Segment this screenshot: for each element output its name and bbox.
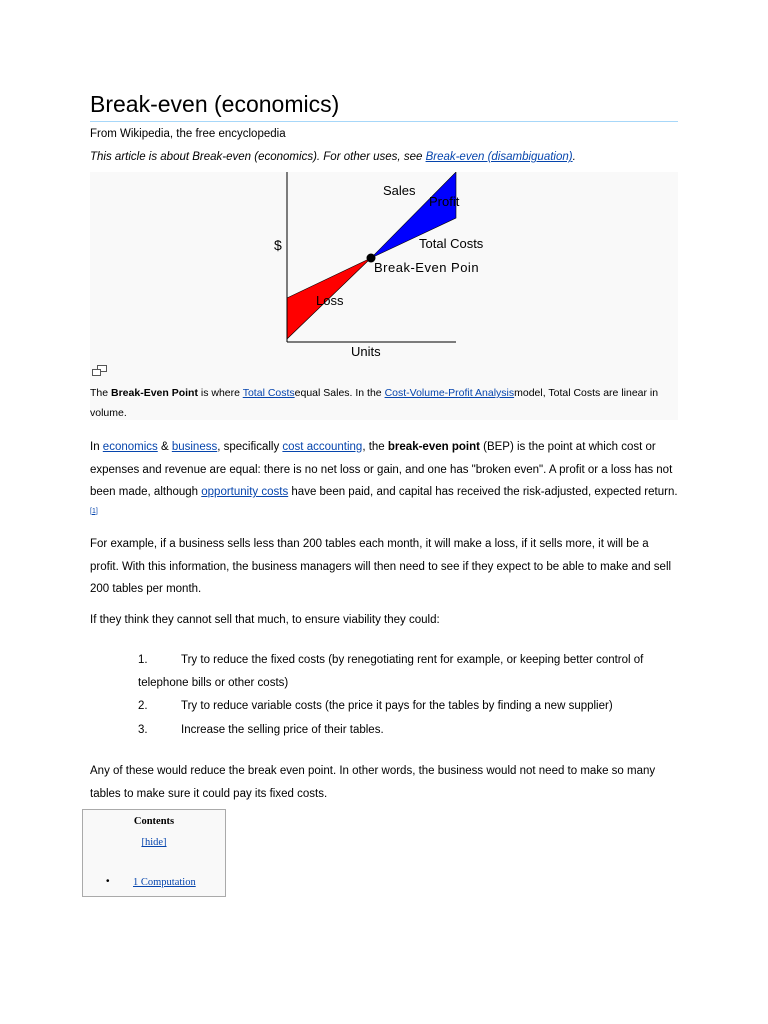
economics-link[interactable]: economics [102,441,158,453]
list-item [138,719,678,742]
list-item [138,695,678,718]
total-costs-label: Total Costs [419,236,484,251]
term-bold: break-even point [387,441,480,453]
hatnote-text: This article is about Break-even (economics). For other uses, see [90,151,426,163]
break-even-figure [90,172,678,420]
intro-paragraph [90,436,680,526]
break-even-chart[interactable] [90,172,678,362]
hatnote [90,151,576,163]
toc-hide-toggle[interactable] [83,837,225,848]
hatnote-end: . [572,151,576,163]
profit-label: Profit [429,194,460,209]
hide-link[interactable]: [hide] [141,837,167,848]
cost-accounting-link[interactable]: cost accounting [282,441,363,453]
para-text: In [90,441,103,453]
list-number: 1. [138,654,148,666]
toc-item-computation[interactable]: 1 Computation [133,877,196,888]
cvp-analysis-link[interactable]: Cost-Volume-Profit Analysis [384,387,515,399]
list-text: Try to reduce variable costs (the price it pays for the tables by finding a new supplier) [181,700,613,712]
opportunity-costs-link[interactable]: opportunity costs [201,486,289,498]
para-text: , specifically [217,441,283,453]
list-item [138,649,678,694]
toc-title: Contents [133,816,175,827]
toc-bullet: • [106,876,110,887]
total-costs-link[interactable]: Total Costs [242,387,295,399]
list-text: Try to reduce the fixed costs (by renegotiating rent for example, or keeping better control of telephone bills or other costs) [138,654,644,689]
conclusion-paragraph: Any of these would reduce the break even point. In other words, the business would not need to make so many tables to make sure it could pay its fixed costs. [90,765,656,800]
caption-bold: Break-Even Point [111,387,198,399]
caption-text: The [90,387,112,399]
sales-label: Sales [383,183,416,198]
disambiguation-link[interactable]: Break-even (disambiguation) [425,151,573,163]
caption-text: equal Sales. In the [294,387,385,399]
para-text: , the [362,441,388,453]
units-label: Units [351,344,381,359]
list-number: 3. [138,723,148,736]
business-link[interactable]: business [171,441,218,453]
dollar-label: $ [274,237,282,253]
table-of-contents [82,809,226,897]
list-text: Increase the selling price of their tables. [181,723,384,736]
break-even-label: Break-Even Poin [374,260,480,275]
magnify-clip-icon[interactable] [92,365,107,376]
loss-label: Loss [316,293,344,308]
viability-paragraph: If they think they cannot sell that much, to ensure viability they could: [90,614,440,626]
para-text: (BEP) is the point at which cost or expenses and revenue are equal: there is no net loss or gain, and one has "broken even". A profit or a loss has not been made, although [90,441,673,498]
page-title: Break-even (economics) [90,90,678,122]
caption-text: is where [197,387,243,399]
figure-caption [90,383,678,423]
ordered-list [138,649,678,741]
para-text: have been paid, and capital has received the risk-adjusted, expected return. [288,486,678,498]
site-tagline: From Wikipedia, the free encyclopedia [90,128,286,140]
list-number: 2. [138,700,148,712]
example-paragraph: For example, if a business sells less than 200 tables each month, it will make a loss, if it sells more, it will be a profit. With this information, the business managers will then need to see if they expect to be able to make and sell 200 tables per month. [90,538,672,595]
para-text: & [157,441,172,453]
reference-link[interactable]: [1] [90,507,98,515]
caption-text: model, Total Costs are linear in volume. [90,387,659,419]
